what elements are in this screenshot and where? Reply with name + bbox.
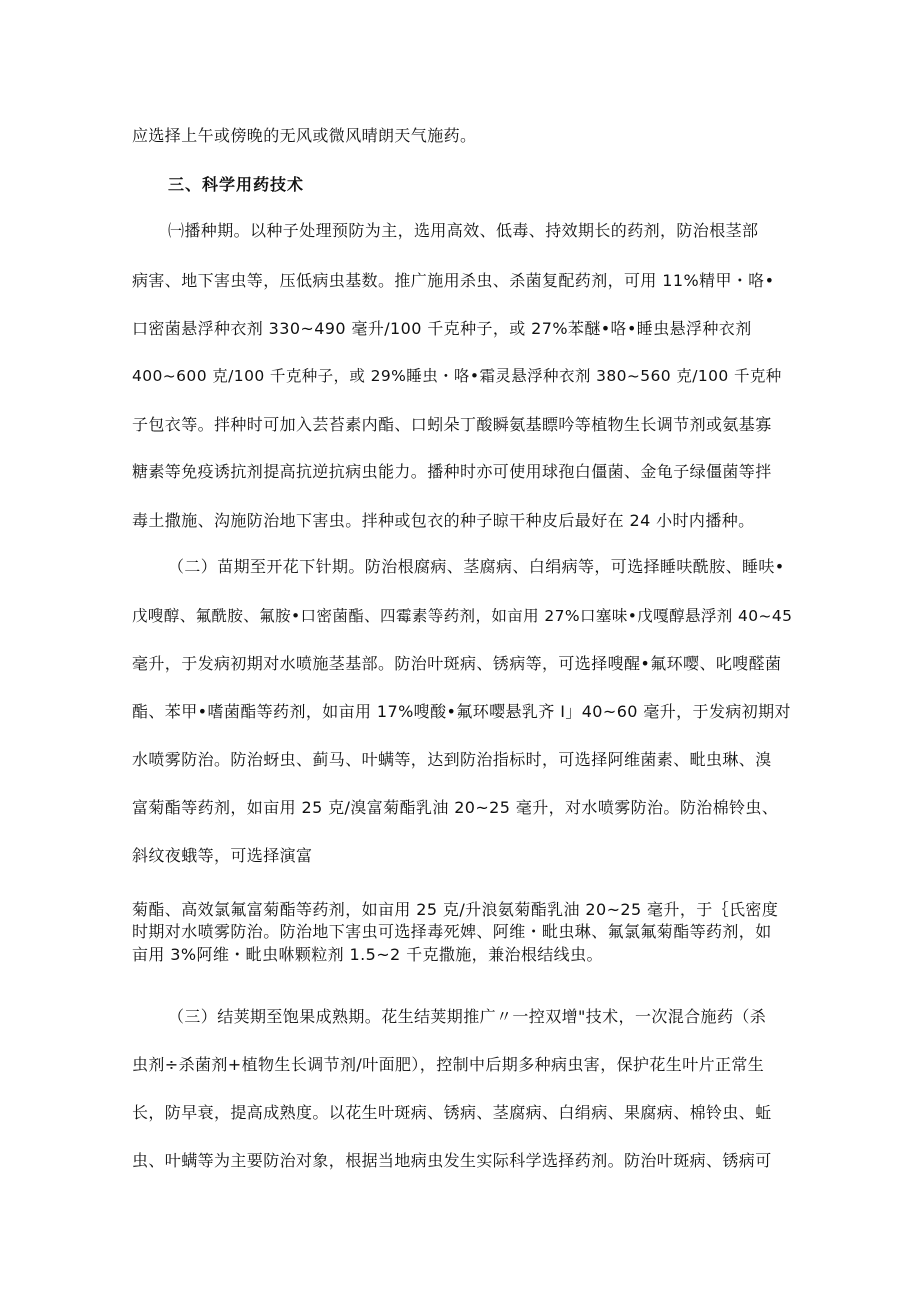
text-line: 长，防早衰，提高成熟度。以花生叶斑病、锈病、茎腐病、白绢病、果腐病、棉铃虫、蚯 — [132, 1103, 772, 1122]
paragraph-first-line: （二）苗期至开花下针期。防治根腐病、茎腐病、白绢病等，可选择睡呋酰胺、睡呋• — [168, 557, 785, 576]
text-line: 病害、地下害虫等，压低病虫基数。推广施用杀虫、杀菌复配药剂，可用 11%精甲・咯• — [132, 271, 775, 290]
text-line: 亩用 3%阿维・毗虫咻颗粒剂 1.5~2 千克撒施，兼治根结线虫。 — [132, 945, 603, 964]
text-line: 应选择上午或傍晚的无风或微风晴朗天气施药。 — [132, 126, 477, 145]
text-line: 时期对水喷雾防治。防治地下害虫可选择毒死婢、阿维・毗虫琳、氟氯氟菊酯等药剂，如 — [132, 922, 772, 941]
text-line: 菊酯、高效氯氟富菊酯等药剂，如亩用 25 克/升浪氨菊酯乳油 20~25 毫升，于｛氏密度 — [132, 900, 779, 919]
paragraph-first-line: （三）结荚期至饱果成熟期。花生结荚期推广〃一控双增"技术，一次混合施药（杀 — [168, 1007, 767, 1026]
text-line: 斜纹夜蛾等，可选择演富 — [132, 846, 313, 865]
text-line: 口密菌悬浮种衣剂 330~490 毫升/100 千克种子，或 27%苯醚•咯•睡虫悬浮种衣剂 — [132, 319, 752, 338]
paragraph-first-line: ㈠播种期。以种子处理预防为主，选用高效、低毒、持效期长的药剂，防治根茎部 — [168, 221, 759, 240]
text-line: 毒土撒施、沟施防治地下害虫。拌种或包衣的种子晾干种皮后最好在 24 小时内播种。 — [132, 511, 755, 530]
text-line: 酯、苯甲•嗜菌酯等药剂，如亩用 17%嗖酸•氟环嘤悬乳齐 I」40~60 毫升，于发病初期对 — [132, 702, 791, 721]
text-line: 虫、叶螨等为主要防治对象，根据当地病虫发生实际科学选择药剂。防治叶斑病、锈病可 — [132, 1151, 772, 1170]
text-line: 戊嗖醇、氟酰胺、氟胺•口密菌酯、四霉素等药剂，如亩用 27%口塞味•戊嘎醇悬浮剂 40~45 — [132, 607, 793, 625]
text-line: 子包衣等。拌种时可加入芸苔素内酯、口蚓朵丁酸瞬氨基瞟吟等植物生长调节剂或氨基寡 — [132, 415, 772, 434]
text-line: 毫升，于发病初期对水喷施茎基部。防治叶斑病、锈病等，可选择嗖醒•氟环嘤、叱嗖醛菌 — [132, 654, 782, 673]
text-line: 虫剂÷杀菌剂+植物生长调节剂/叶面肥），控制中后期多种病虫害，保护花生叶片正常生 — [132, 1055, 765, 1074]
text-line: 富菊酯等药剂，如亩用 25 克/溴富菊酯乳油 20~25 毫升，对水喷雾防治。防治棉铃虫、 — [132, 798, 779, 817]
text-line: 400~600 克/100 千克种子，或 29%睡虫・咯•霜灵悬浮种衣剂 380~560 克/100 千克种 — [132, 367, 782, 385]
text-line: 糖素等免疫诱抗剂提高抗逆抗病虫能力。播种时亦可使用球孢白僵菌、金龟子绿僵菌等拌 — [132, 462, 772, 481]
section-heading: 三、科学用药技术 — [168, 175, 305, 194]
text-line: 水喷雾防治。防治蚜虫、蓟马、叶螨等，达到防治指标时，可选择阿维菌素、毗虫琳、溴 — [132, 750, 772, 769]
